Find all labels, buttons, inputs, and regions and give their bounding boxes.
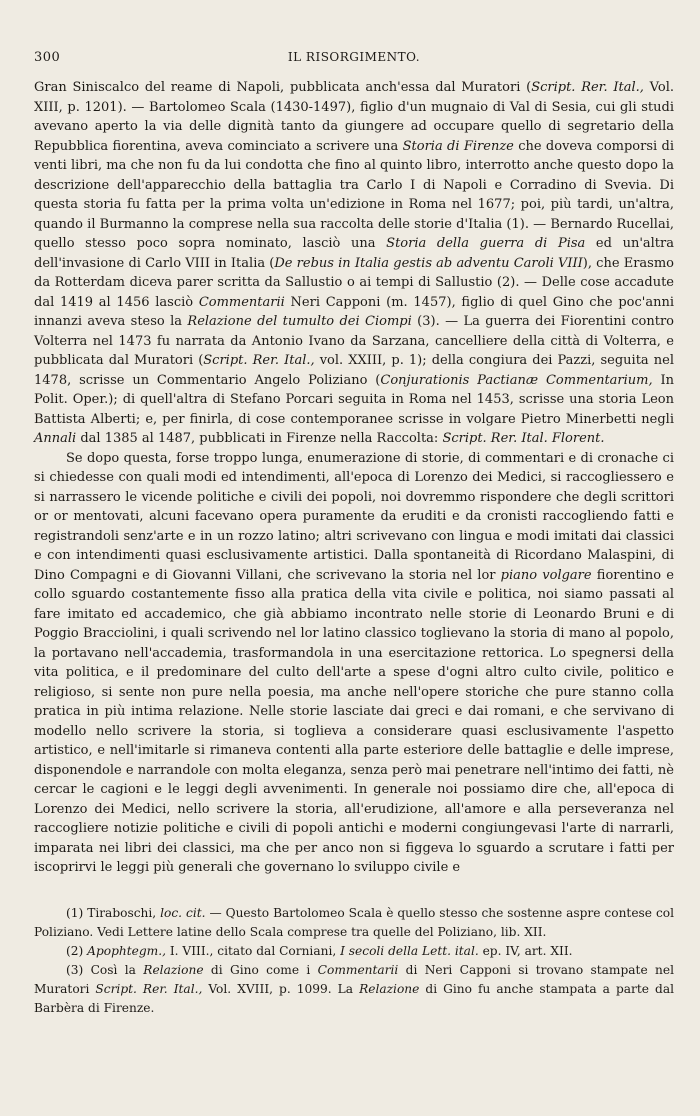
italic-text: I secoli della Lett. ital.: [340, 943, 479, 958]
text-run: Vol. XIII, p. 1201). — Bartolomeo Scala (1430-1497), figlio d'un mugnaio di Val di Sesia, cui gli studi avevano aperto la via delle dignità tanto da giungere ad occupare quello di segretario della Repubblica fiorentina, aveva cominciato a scrivere una: [34, 80, 674, 154]
italic-text: piano volgare: [500, 567, 592, 583]
text-run: Neri Capponi (m. 1457), figlio di quel Gino che poc'anni innanzi aveva steso la: [34, 294, 674, 329]
italic-text: Script. Rer. Ital.,: [203, 353, 315, 368]
text-run: In Polit. Oper.); di quell'altra di Stefano Porcari seguita in Roma nel 1453, scrisse una storia Leon Battista Alberti; e, per finirla, di cose contemporanee scrisse in volgare Pietro Minerbetti negli: [34, 372, 675, 427]
text-run: — Questo Bartolomeo Scala è quello stesso che sostenne aspre contese col Poliziano. Vedi Lettere latine dello Scala comprese tra quelle del Poliziano, lib. XII.: [34, 905, 675, 939]
footnotes: [34, 904, 674, 1018]
text-run: di Neri Capponi si trovano stampate nel Muratori: [34, 962, 674, 996]
italic-text: Relazione: [359, 981, 420, 996]
italic-text: De rebus in Italia gestis ab adventu Caroli VIII: [274, 255, 583, 271]
footnote-2: [34, 942, 674, 961]
page-number: 300: [34, 50, 61, 65]
footnote-3: [34, 961, 674, 1018]
italic-text: Commentarii: [317, 962, 399, 977]
footnote-1: [34, 904, 674, 942]
text-run: vol. XXIII, p. 1); della congiura dei Pazzi, seguita nel 1478, scrisse un Commentario Angelo Poliziano (: [34, 353, 674, 388]
italic-text: Storia della guerra di Pisa: [386, 236, 586, 251]
text-run: ep. IV, art. XII.: [478, 943, 573, 958]
text-run: Vol. XVIII, p. 1099. La: [202, 981, 360, 996]
paragraph-2: [34, 449, 674, 878]
italic-text: Conjurationis Pactianæ Commentarium,: [380, 372, 653, 388]
paragraph-1: [34, 78, 674, 449]
text-run: Se dopo questa, forse troppo lunga, enumerazione di storie, di commentari e di cronache ci si chiedesse con quali modi ed intendimenti, all'epoca di Lorenzo dei Medici, si raccogliessero e si narrassero le vicende politiche e civili dei popoli, noi dovremmo rispondere che degli scrittori or or mentovati, alcuni facevano opera puramente da eruditi e da cronisti raccogliendo fatti e registrandoli senz'arte e in un rozzo latino; altri scrivevano con lingua e modi imitati dai classici e con intendimenti quasi esclusivamente artistici. Dalla spontaneità di Ricordano Malaspini, di Dino Compagni e di Giovanni Villani, che scrivevano la storia nel lor: [34, 450, 674, 583]
italic-text: Relazione: [143, 962, 204, 977]
text-run: dal 1385 al 1487, pubblicati in Firenze nella Raccolta:: [76, 431, 443, 446]
italic-text: Script. Rer. Ital.,: [531, 80, 644, 95]
text-run: che doveva comporsi di venti libri, ma che non fu da lui condotta che fino al quinto libro, interrotto anche questo dopo la descrizione dell'apparecchio della battaglia tra Carlo I di Napoli e Corradino di Svevia. Di questa storia fu fatta per la prima volta un'edizione in Roma nel 1677; poi, più tardi, un'altra, quando il Burmanno la comprese nella sua raccolta delle storie d'Italia (1). — Bernardo Rucellai, quello stesso poco sopra nominato, lasciò una: [34, 138, 674, 251]
italic-text: Relazione del tumulto dei Ciompi: [187, 314, 412, 329]
text-run: Gran Siniscalco del reame di Napoli, pubblicata anch'essa dal Muratori (: [34, 80, 532, 95]
text-run: (1) Tiraboschi,: [66, 905, 161, 920]
italic-text: Script. Rer. Ital. Florent.: [442, 431, 605, 446]
italic-text: Apophtegm.,: [87, 943, 166, 958]
italic-text: Storia di Firenze: [402, 138, 514, 154]
italic-text: loc. cit.: [160, 905, 206, 920]
main-text: [34, 78, 674, 878]
text-run: I. VIII., citato dal Corniani,: [165, 943, 341, 958]
text-run: (3) Così la: [66, 962, 144, 977]
text-run: di Gino fu anche stampata a parte dal Barbèra di Firenze.: [34, 981, 674, 1015]
text-run: ed un'altra dell'invasione di Carlo VIII in Italia (: [34, 236, 674, 271]
text-run: fiorentino e collo sguardo costantemente fisso alla pratica della vita civile e politica, noi siamo passati al fare imitato ed accademico, che già abbiamo incontrato nelle storie di Leonardo Bruni e di Poggio Bracciolini, i quali scrivendo nel lor latino classico toglievano la storia di mano al popolo, la portavano nell'accademia, trasformandola in una esercitazione rettorica. Lo spegnersi della vita politica, e il predominare del culto dell'arte a spese d'ogni altro culto civile, politico e religioso, si sente non pure nella poesia, ma anche nell'opere storiche che pure stanno colla pratica in più intima relazione. Nelle storie lasciate dai greci e dai romani, e che servivano di modello nello scrivere la storia, si toglieva a considerare quasi esclusivamente l'aspetto artistico, e nell'imitarle si rimaneva contenti alla parte esteriore delle battaglie e delle imprese, disponendole e narrandole con molta eleganza, senza però mai penetrare nell'intimo dei fatti, nè cercar le cagioni e le leggi degli avvenimenti. In generale noi possiamo dire che, all'epoca di Lorenzo dei Medici, nello scrivere la storia, all'erudizione, all'amore e alla perseveranza nel raccogliere notizie politiche e civili di popoli antichi e moderni congiungevasi l'arte di narrarli, imparata nei libri dei classici, ma che per anco non si figgeva lo sguardo a scrutare i fatti per iscoprirvi le leggi più generali che governano lo sviluppo civile e: [34, 567, 674, 875]
page-header: [34, 50, 674, 70]
text-run: (2): [66, 943, 88, 958]
italic-text: Annali: [34, 431, 77, 446]
running-title: IL RISORGIMENTO.: [287, 50, 421, 64]
text-run: di Gino come i: [203, 962, 318, 977]
italic-text: Script. Rer. Ital.,: [95, 981, 203, 996]
text-run: ), che Erasmo da Rotterdam diceva parer scritta da Sallustio o ai tempi di Sallustio (2). — Delle cose accadute dal 1419 al 1456 lasciò: [34, 255, 674, 310]
italic-text: Commentarii: [198, 294, 285, 310]
text-run: (3). — La guerra dei Fiorentini contro Volterra nel 1473 fu narrata da Antonio Ivano da Sarzana, cancelliere della città di Volterra, e pubblicata dal Muratori (: [34, 314, 674, 368]
